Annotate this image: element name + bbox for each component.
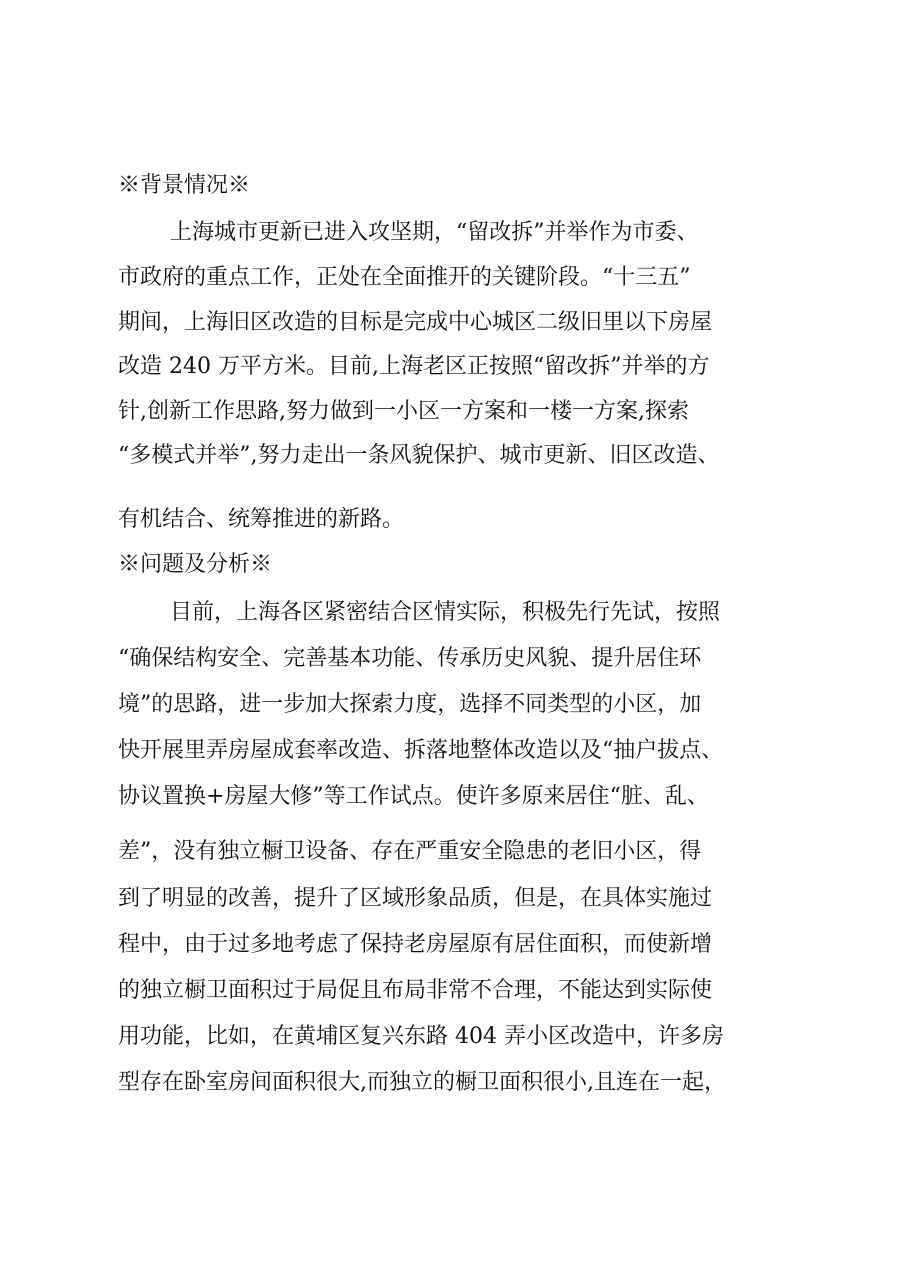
section-heading-background: ※背景情况※ <box>118 173 251 198</box>
paragraph-line: 用功能，比如，在黄埔区复兴东路 404 弄小区改造中，许多房 <box>118 1024 724 1049</box>
paragraph-line: “确保结构安全、完善基本功能、传承历史风貌、提升居住环 <box>118 646 702 671</box>
paragraph-line: 协议置换+房屋大修”等工作试点。使许多原来居住“脏、乱、 <box>118 784 709 809</box>
section-heading-analysis: ※问题及分析※ <box>118 552 273 577</box>
paragraph-line: 市政府的重点工作，正处在全面推开的关键阶段。“十三五” <box>118 265 691 290</box>
paragraph-line: 针,创新工作思路,努力做到一小区一方案和一楼一方案,探索 <box>118 399 689 424</box>
paragraph-line: 型存在卧室房间面积很大,而独立的橱卫面积很小,且连在一起， <box>118 1070 726 1095</box>
paragraph-line: 上海城市更新已进入攻坚期，“留改拆”并举作为市委、 <box>170 220 699 245</box>
paragraph-line: 改造 240 万平方米。目前,上海老区正按照“留改拆”并举的方 <box>118 354 710 379</box>
paragraph-line: 目前，上海各区紧密结合区情实际，积极先行先试，按照 <box>170 600 721 625</box>
paragraph-line: 期间，上海旧区改造的目标是完成中心城区二级旧里以下房屋 <box>118 310 713 335</box>
paragraph-line: 程中，由于过多地考虑了保持老房屋原有居住面积，而使新增 <box>118 932 713 957</box>
paragraph-line: “多模式并举”,努力走出一条风貌保护、城市更新、旧区改造、 <box>118 443 720 468</box>
paragraph-line: 有机结合、统筹推进的新路。 <box>118 507 405 532</box>
paragraph-line: 到了明显的改善，提升了区域形象品质，但是，在具体实施过 <box>118 886 713 911</box>
paragraph-line: 的独立橱卫面积过于局促且布局非常不合理，不能达到实际使 <box>118 978 713 1003</box>
paragraph-line: 境”的思路，进一步加大探索力度，选择不同类型的小区，加 <box>118 692 702 717</box>
paragraph-line: 差”，没有独立橱卫设备、存在严重安全隐患的老旧小区，得 <box>118 839 702 864</box>
paragraph-line: 快开展里弄房屋成套率改造、拆落地整体改造以及“抽户拔点、 <box>118 738 724 763</box>
